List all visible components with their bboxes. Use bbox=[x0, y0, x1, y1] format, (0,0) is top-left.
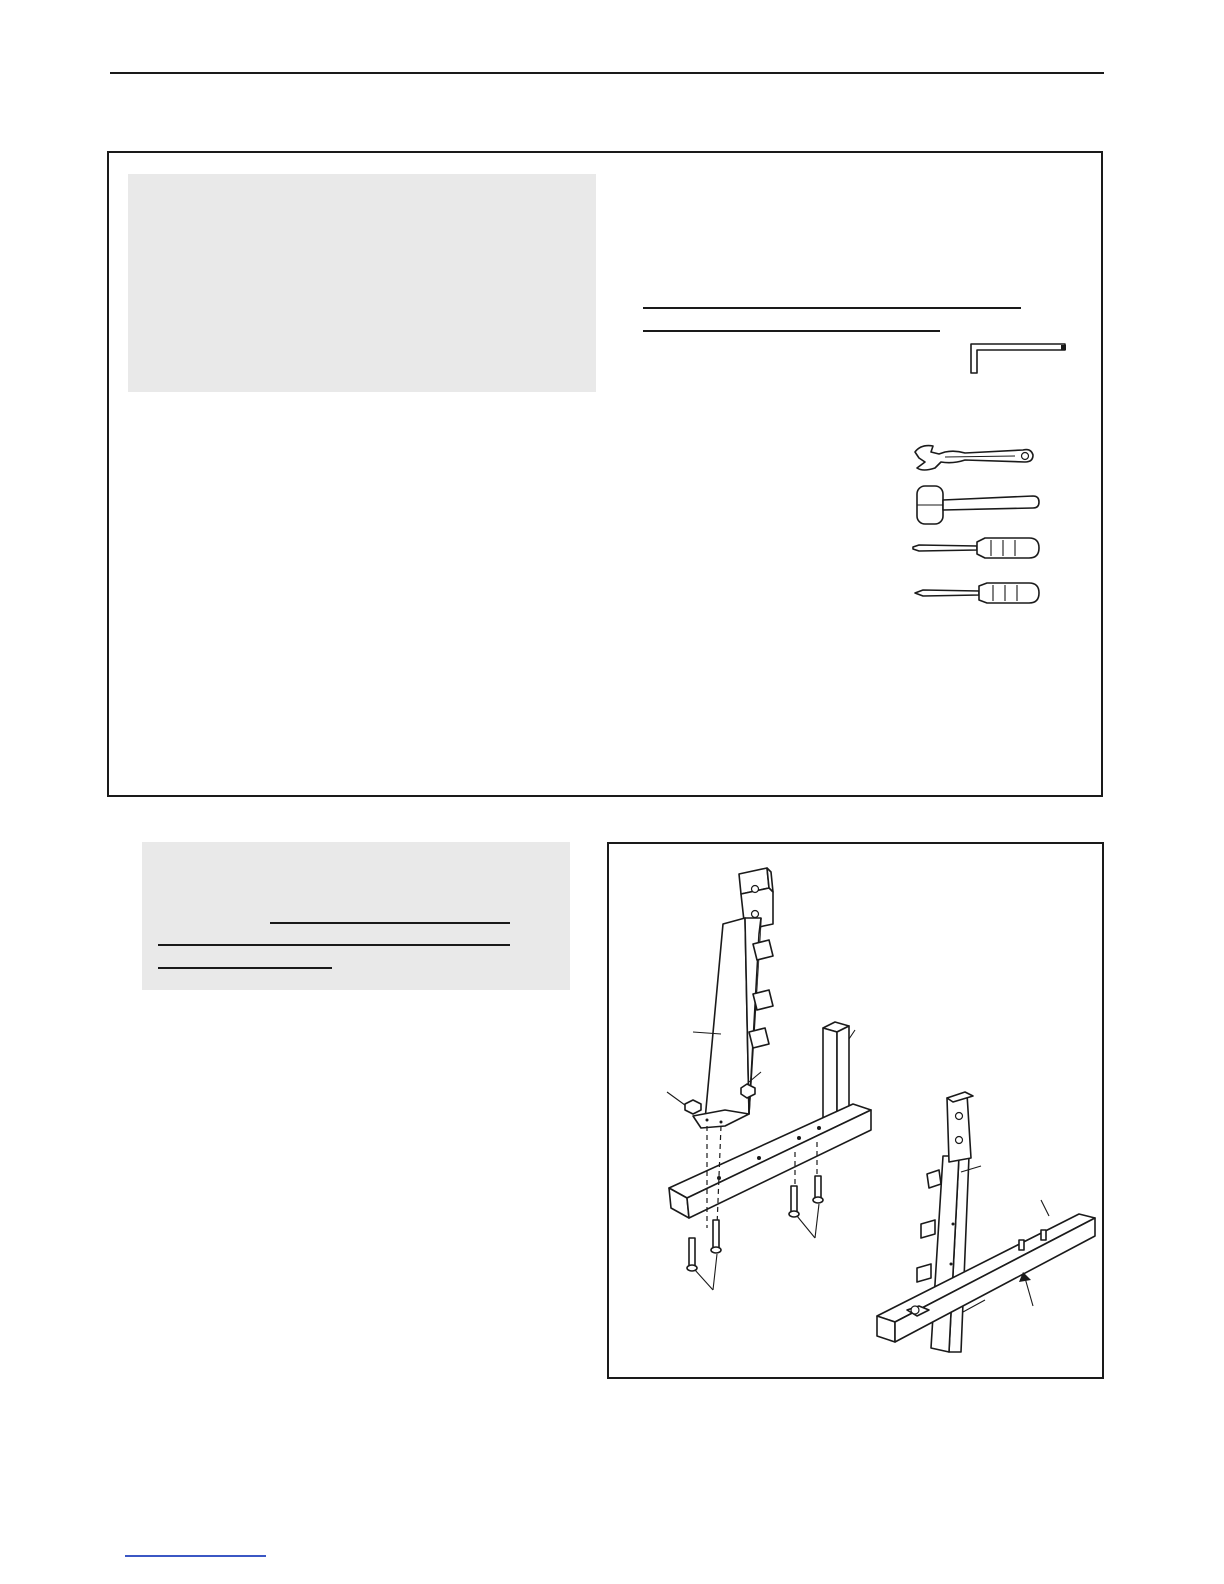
nut-right bbox=[741, 1084, 755, 1098]
rubber-mallet-icon bbox=[905, 480, 1045, 530]
right-base bbox=[877, 1214, 1095, 1342]
step-underline-3 bbox=[158, 967, 332, 969]
header-rule bbox=[110, 72, 1104, 74]
assembly-figure bbox=[607, 842, 1104, 1379]
footer-link-underline[interactable] bbox=[125, 1555, 266, 1557]
underline-1 bbox=[643, 307, 1021, 309]
assembly-drawing bbox=[609, 844, 1102, 1377]
underline-2 bbox=[643, 330, 940, 332]
hex-key-icon bbox=[965, 340, 1075, 380]
step-underline-1 bbox=[270, 922, 510, 924]
step-underline-2 bbox=[158, 944, 510, 946]
left-upright bbox=[693, 868, 773, 1128]
shaded-note-panel bbox=[128, 174, 596, 392]
phillips-screwdriver-icon bbox=[905, 575, 1045, 625]
flat-screwdriver-icon bbox=[905, 530, 1045, 580]
nut-left bbox=[685, 1100, 701, 1114]
